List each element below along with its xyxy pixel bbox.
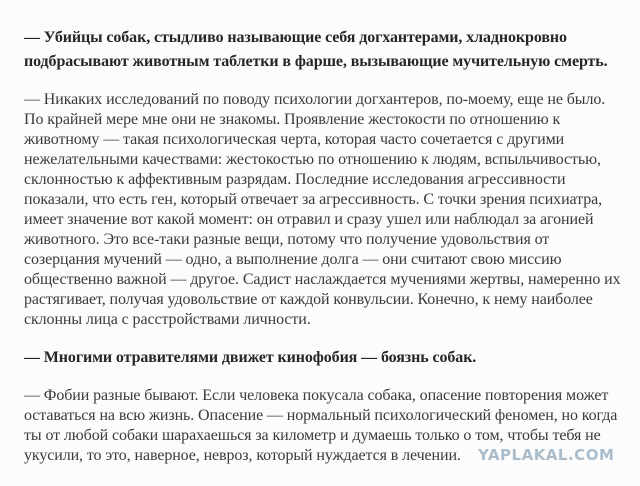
watermark: YAPLAKAL.COM bbox=[478, 446, 615, 464]
answer-line: животному — такая психологическая черта, которая часто сочетается с другими bbox=[24, 131, 565, 148]
answer-line: показали, что есть ген, который отвечает за агрессивность. С точки зрения психиатра, bbox=[24, 191, 603, 208]
question-line: подбрасывают животным таблетки в фарше, вызывающие мучительную смерть. bbox=[24, 53, 608, 70]
answer-line: нежелательными качествами: жестокостью по отношению к людям, вспыльчивостью, bbox=[24, 151, 601, 168]
answer-line: созерцания мучений — одно, а выполнение долга — они считают свою миссию bbox=[24, 251, 562, 268]
answer-line: — Фобии разные бывают. Если человека покусала собака, опасение повторения может bbox=[24, 387, 609, 404]
question-line: — Многими отравителями движет кинофобия — боязнь собак. bbox=[24, 349, 477, 366]
answer-line: склонностью к аффективным разрядам. Последние исследования агрессивности bbox=[24, 171, 566, 188]
answer-line: склонны лица с расстройствами личности. bbox=[24, 311, 311, 328]
answer-line: укусили, то это, наверное, невроз, который нуждается в лечении. bbox=[24, 447, 461, 464]
answer-line: животного. Это все-таки разные вещи, потому что получение удовольствия от bbox=[24, 231, 550, 248]
answer-line: имеет значение вот какой момент: он отравил и сразу ушел или наблюдал за агонией bbox=[24, 211, 594, 228]
answer-line: ты от любой собаки шарахаешься за километр и думаешь только о том, чтобы тебя не bbox=[24, 427, 601, 444]
answer-line: По крайней мере мне они не знакомы. Проявление жестокости по отношению к bbox=[24, 111, 561, 128]
answer-line: — Никаких исследований по поводу психологии догхантеров, по-моему, еще не было. bbox=[24, 91, 606, 108]
answer-line: оставаться на всю жизнь. Опасение — нормальный психологический феномен, но когда bbox=[24, 407, 618, 424]
question-line: — Убийцы собак, стыдливо называющие себя догхантерами, хладнокровно bbox=[24, 29, 567, 46]
answer-line: общественно важной — другое. Садист наслаждается мучениями жертвы, намеренно их bbox=[24, 271, 621, 288]
answer-line: растягивает, получая удовольствие от каждой конвульсии. Конечно, к нему наиболее bbox=[24, 291, 593, 308]
